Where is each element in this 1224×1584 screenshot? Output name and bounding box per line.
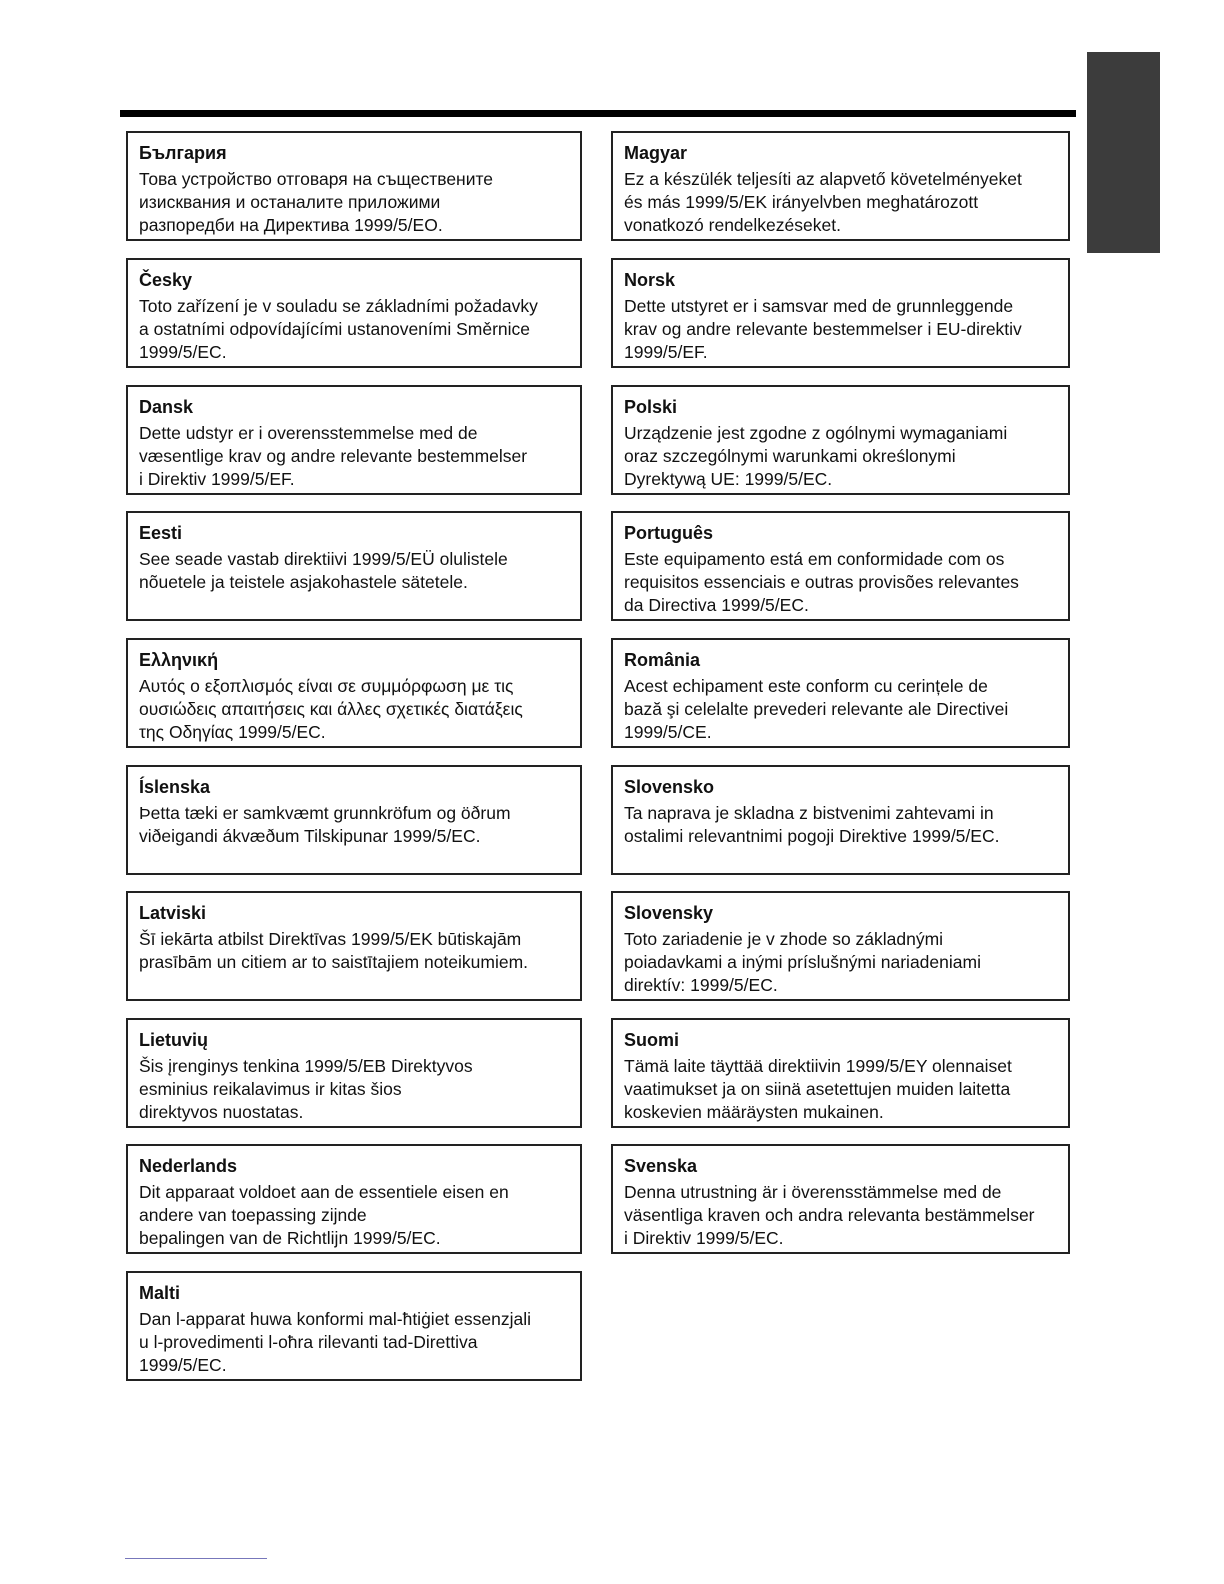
section-text: Това устройство отговаря на съществените изисквания и останалите приложими разпоредби на Директива 1999/5/ЕО. xyxy=(139,169,494,235)
section-polish xyxy=(611,385,1070,495)
section-portuguese xyxy=(611,511,1070,621)
section-text: Ez a készülék teljesíti az alapvető követelményeket és más 1999/5/EK irányelvben meghatározott vonatkozó rendelkezéseket. xyxy=(624,169,1022,235)
section-text: Ta naprava je skladna z bistvenimi zahtevami in ostalimi relevantnimi pogoji Direktive 1999/5/EC. xyxy=(624,803,1000,846)
section-title: Ελληνική xyxy=(139,650,219,670)
section-bulgarian xyxy=(126,131,582,241)
section-title: Svenska xyxy=(624,1156,698,1176)
section-title: Nederlands xyxy=(139,1156,238,1176)
section-lithuanian xyxy=(126,1018,582,1128)
section-maltese xyxy=(126,1271,582,1381)
section-title: Magyar xyxy=(624,143,688,163)
section-norwegian xyxy=(611,258,1070,368)
section-title: Malti xyxy=(139,1283,181,1303)
section-czech xyxy=(126,258,582,368)
section-hungarian xyxy=(611,131,1070,241)
section-text: Dan l-apparat huwa konformi mal-ħtiġiet essenzjali u l-provedimenti l-oħra rilevanti tad-Direttiva 1999/5/EC. xyxy=(139,1309,531,1375)
section-latvian xyxy=(126,891,582,1001)
section-title: Latviski xyxy=(139,903,207,923)
section-romanian xyxy=(611,638,1070,748)
section-text: Dit apparaat voldoet aan de essentiele eisen en andere van toepassing zijnde bepalingen van de Richtlijn 1999/5/EC. xyxy=(139,1182,509,1248)
section-greek xyxy=(126,638,582,748)
section-text: See seade vastab direktiivi 1999/5/EÜ olulistele nõuetele ja teistele asjakohastele sätetele. xyxy=(139,549,508,592)
section-text: Urządzenie jest zgodne z ogólnymi wymaganiami oraz szczególnymi warunkami określonymi Dyrektywą UE: 1999/5/EC. xyxy=(624,423,1008,489)
section-title: Lietuvių xyxy=(139,1030,209,1050)
section-title: Norsk xyxy=(624,270,676,290)
section-text: Šis įrenginys tenkina 1999/5/EB Direktyvos esminius reikalavimus ir kitas šios direktyvos nuostatas. xyxy=(139,1056,473,1122)
section-title: România xyxy=(624,650,701,670)
section-title: Česky xyxy=(139,270,193,290)
section-text: Dette udstyr er i overensstemmelse med de væsentlige krav og andre relevante bestemmelser i Direktiv 1999/5/EF. xyxy=(139,423,528,489)
section-title: Eesti xyxy=(139,523,183,543)
section-slovenian xyxy=(611,765,1070,875)
chapter-side-tab xyxy=(1087,52,1160,253)
section-title: Português xyxy=(624,523,714,543)
section-estonian xyxy=(126,511,582,621)
section-text: Þetta tæki er samkvæmt grunnkröfum og öðrum viðeigandi ákvæðum Tilskipunar 1999/5/EC. xyxy=(139,803,511,846)
section-dutch xyxy=(126,1144,582,1254)
section-title: Íslenska xyxy=(139,777,211,797)
section-title: Suomi xyxy=(624,1030,680,1050)
section-title: Slovensko xyxy=(624,777,715,797)
section-title: Slovensky xyxy=(624,903,714,923)
section-slovak xyxy=(611,891,1070,1001)
section-title: Polski xyxy=(624,397,678,417)
section-text: Acest echipament este conform cu cerințele de bază şi celelalte prevederi relevante ale Directivei 1999/5/CE. xyxy=(624,676,1009,742)
section-text: Dette utstyret er i samsvar med de grunnleggende krav og andre relevante bestemmelser i EU-direktiv 1999/5/EF. xyxy=(624,296,1022,362)
section-title: България xyxy=(139,143,227,163)
section-text: Toto zařízení je v souladu se základními požadavky a ostatními odpovídajícími ustanoveními Směrnice 1999/5/EC. xyxy=(139,296,538,362)
section-text: Tämä laite täyttää direktiivin 1999/5/EY olennaiset vaatimukset ja on siinä asetettujen muiden laitetta koskevien määräysten mukainen. xyxy=(624,1056,1012,1122)
section-swedish xyxy=(611,1144,1070,1254)
section-finnish xyxy=(611,1018,1070,1128)
section-text: Toto zariadenie je v zhode so základnými poiadavkami a inými príslušnými nariadeniami direktív: 1999/5/EC. xyxy=(624,929,981,995)
header-rule xyxy=(120,110,1076,117)
footer-rule xyxy=(125,1558,267,1559)
section-text: Este equipamento está em conformidade com os requisitos essenciais e outras provisões relevantes da Directiva 1999/5/EC. xyxy=(624,549,1019,615)
section-icelandic xyxy=(126,765,582,875)
section-text: Šī iekārta atbilst Direktīvas 1999/5/EK būtiskajām prasībām un citiem ar to saistītajiem noteikumiem. xyxy=(139,929,529,972)
section-text: Αυτός ο εξοπλισμός είναι σε συμμόρφωση με τις ουσιώδεις απαιτήσεις και άλλες σχετικές διατάξεις της Οδηγίας 1999/5/EC. xyxy=(139,676,523,742)
section-title: Dansk xyxy=(139,397,194,417)
section-text: Denna utrustning är i överensstämmelse med de väsentliga kraven och andra relevanta bestämmelser i Direktiv 1999/5/EC. xyxy=(624,1182,1035,1248)
section-danish xyxy=(126,385,582,495)
